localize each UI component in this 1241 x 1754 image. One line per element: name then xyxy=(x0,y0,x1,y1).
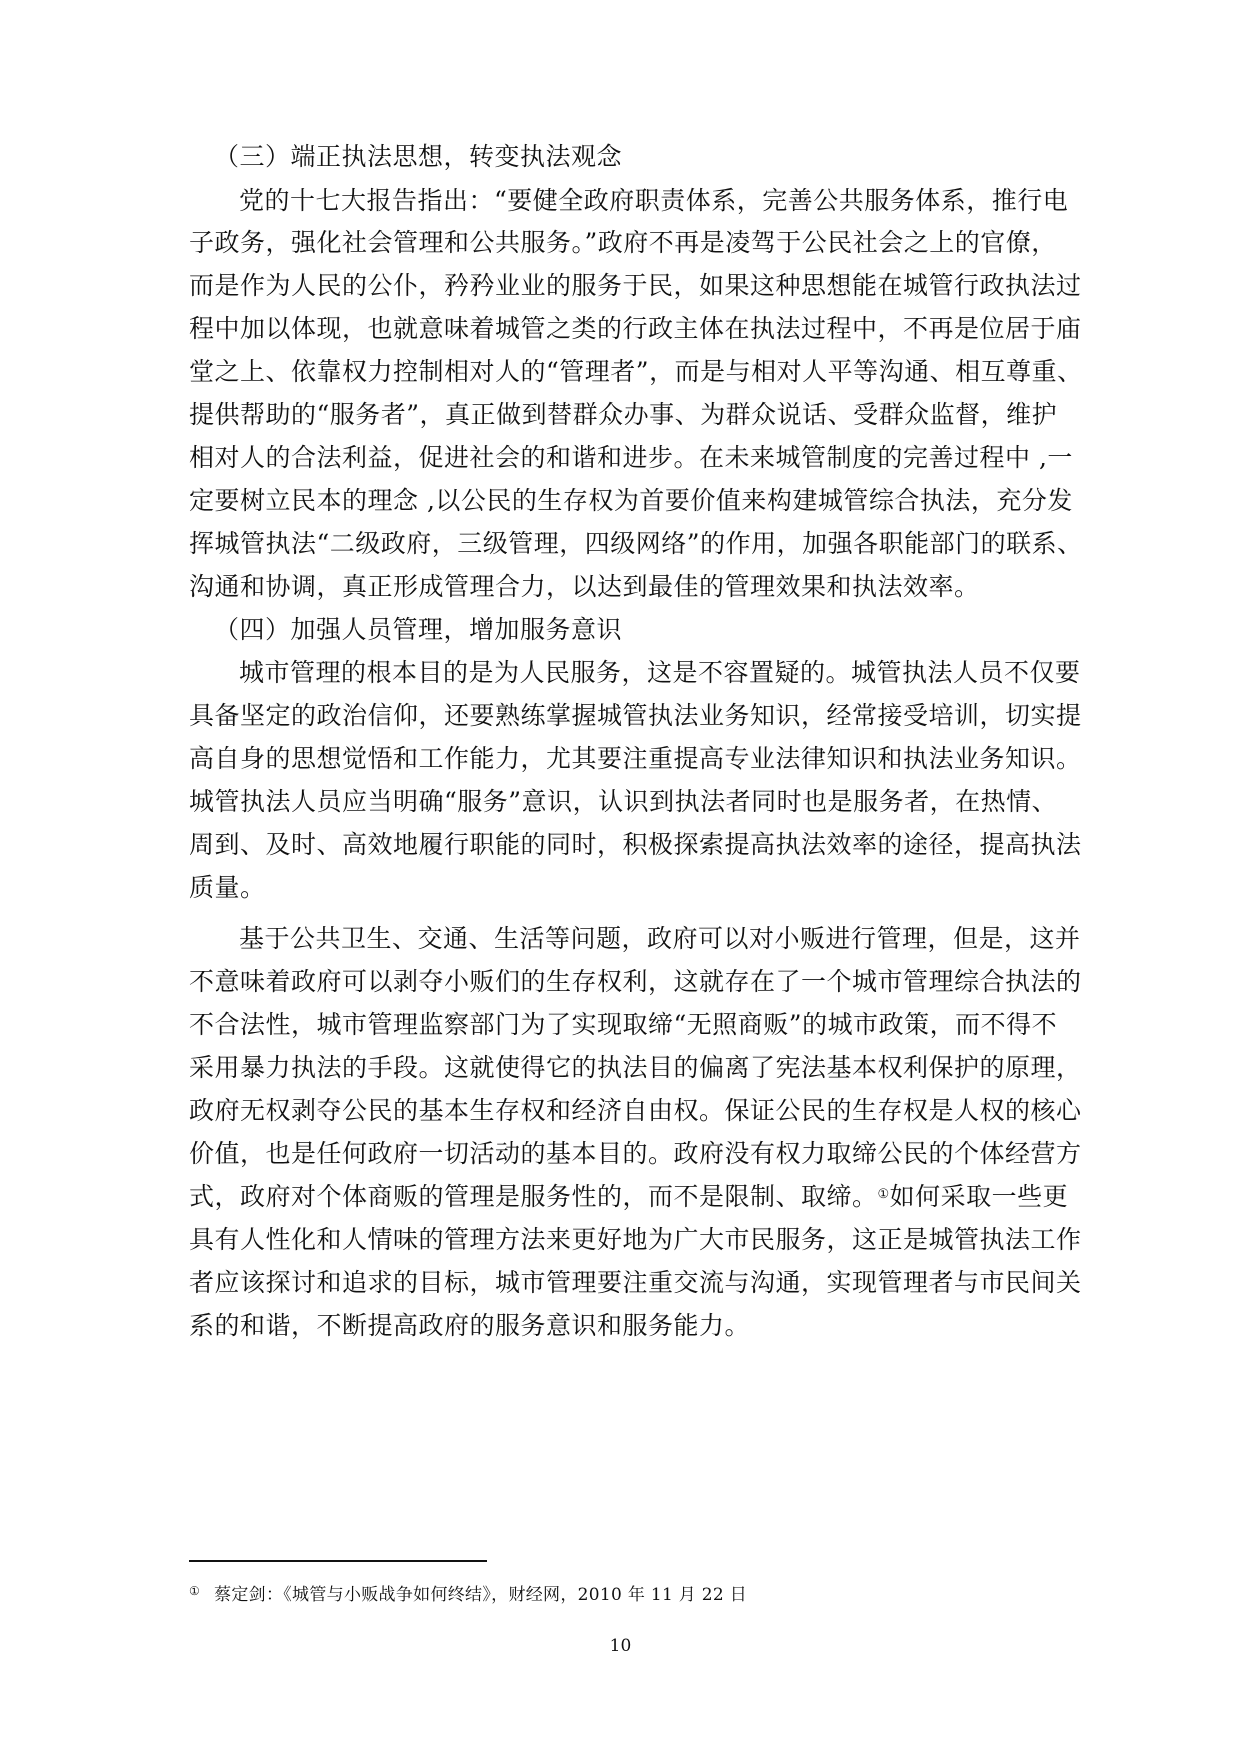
paragraph-line: 价值，也是任何政府一切活动的基本目的。政府没有权力取缔公民的个体经营方 xyxy=(189,1139,1082,1168)
paragraph-line: 采用暴力执法的手段。这就使得它的执法目的偏离了宪法基本权利保护的原理， xyxy=(189,1053,1082,1082)
paragraph-line: 定要树立民本的理念 ,以公民的生存权为首要价值来构建城管综合执法，充分发 xyxy=(189,486,1073,515)
footnote-text: 蔡定剑：《城管与小贩战争如何终结》，财经网，2010 年 11 月 22 日 xyxy=(214,1585,748,1605)
paragraph-line: 者应该探讨和追求的目标，城市管理要注重交流与沟通，实现管理者与市民间关 xyxy=(189,1268,1082,1297)
footnote-reference[interactable]: ① xyxy=(877,1187,890,1202)
paragraph-line: 沟通和协调，真正形成管理合力，以达到最佳的管理效果和执法效率。 xyxy=(189,572,980,601)
paragraph-line: 政府无权剥夺公民的基本生存权和经济自由权。保证公民的生存权是人权的核心 xyxy=(189,1096,1082,1125)
paragraph-line: 而是作为人民的公仆，矜矜业业的服务于民，如果这种思想能在城管行政执法过 xyxy=(189,271,1082,300)
footnote-marker: ① xyxy=(189,1584,201,1598)
footnote xyxy=(189,1584,747,1607)
paragraph-text: 式，政府对个体商贩的管理是服务性的，而不是限制、取缔。 xyxy=(189,1182,878,1211)
paragraph-line: 不意味着政府可以剥夺小贩们的生存权利，这就存在了一个城市管理综合执法的 xyxy=(189,967,1082,996)
page-number: 10 xyxy=(609,1636,632,1656)
paragraph-line: 子政务，强化社会管理和公共服务。”政府不再是凌驾于公民社会之上的官僚， xyxy=(189,228,1057,257)
paragraph-line: 城市管理的根本目的是为人民服务，这是不容置疑的。城管执法人员不仅要 xyxy=(239,658,1081,687)
paragraph-line: 高自身的思想觉悟和工作能力，尤其要注重提高专业法律知识和执法业务知识。 xyxy=(189,744,1082,773)
paragraph-line: 提供帮助的“服务者”，真正做到替群众办事、为群众说话、受群众监督，维护 xyxy=(189,400,1058,429)
paragraph-line: 具有人性化和人情味的管理方法来更好地为广大市民服务，这正是城管执法工作 xyxy=(189,1225,1082,1254)
paragraph-line: 不合法性，城市管理监察部门为了实现取缔“无照商贩”的城市政策，而不得不 xyxy=(189,1010,1058,1039)
paragraph-line: 党的十七大报告指出：“要健全政府职责体系，完善公共服务体系，推行电 xyxy=(239,186,1069,215)
paragraph-line: 周到、及时、高效地履行职能的同时，积极探索提高执法效率的途径，提高执法 xyxy=(189,830,1082,859)
section-heading-3: （三）端正执法思想，转变执法观念 xyxy=(214,142,623,171)
paragraph-line: 系的和谐，不断提高政府的服务意识和服务能力。 xyxy=(189,1311,751,1340)
paragraph-line: 基于公共卫生、交通、生活等问题，政府可以对小贩进行管理，但是，这并 xyxy=(239,924,1081,953)
paragraph-line: 具备坚定的政治信仰，还要熟练掌握城管执法业务知识，经常接受培训，切实提 xyxy=(189,701,1082,730)
footnote-divider xyxy=(189,1560,487,1562)
paragraph-line: 程中加以体现，也就意味着城管之类的行政主体在执法过程中，不再是位居于庙 xyxy=(189,314,1082,343)
paragraph-line: 挥城管执法“二级政府，三级管理，四级网络”的作用，加强各职能部门的联系、 xyxy=(189,529,1083,558)
paragraph-line: 相对人的合法利益，促进社会的和谐和进步。在未来城管制度的完善过程中 ,一 xyxy=(189,443,1073,472)
paragraph-line xyxy=(189,1182,1069,1217)
paragraph-text: 如何采取一些更 xyxy=(889,1182,1069,1211)
section-heading-4: （四）加强人员管理，增加服务意识 xyxy=(214,615,623,644)
paragraph-line: 质量。 xyxy=(189,873,266,902)
paragraph-line: 堂之上、依靠权力控制相对人的“管理者”，而是与相对人平等沟通、相互尊重、 xyxy=(189,357,1083,386)
paragraph-line: 城管执法人员应当明确“服务”意识，认识到执法者同时也是服务者，在热情、 xyxy=(189,787,1058,816)
